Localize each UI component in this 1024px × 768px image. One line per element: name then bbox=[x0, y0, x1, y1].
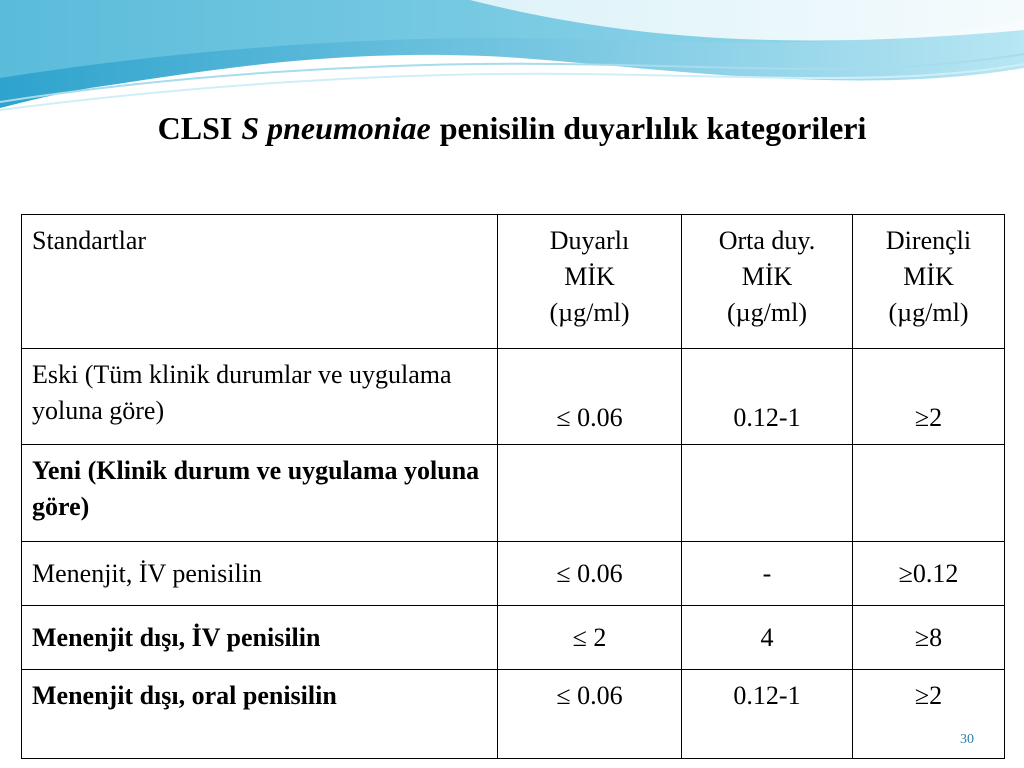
table-row bbox=[22, 670, 1005, 759]
table-row bbox=[22, 445, 1005, 542]
header-resistant bbox=[853, 215, 1005, 349]
header-sensitive-line1: Duyarlı bbox=[549, 226, 630, 255]
header-resistant-line2: MİK bbox=[903, 262, 954, 291]
header-intermediate-line1: Orta duy. bbox=[718, 226, 816, 255]
row-non-meningitis-oral-intermediate: 0.12-1 bbox=[682, 670, 853, 759]
row-meningitis-iv-label: Menenjit, İV penisilin bbox=[22, 542, 498, 606]
page-number: 30 bbox=[960, 732, 974, 747]
title-organism: S pneumoniae bbox=[241, 110, 431, 146]
header-intermediate bbox=[682, 215, 853, 349]
row-non-meningitis-oral-sensitive: ≤ 0.06 bbox=[498, 670, 682, 759]
header-intermediate-line3: (µg/ml) bbox=[727, 298, 807, 327]
title-prefix: CLSI bbox=[157, 110, 233, 146]
row-new-sensitive bbox=[498, 445, 682, 542]
header-standards: Standartlar bbox=[22, 215, 498, 349]
row-new-intermediate bbox=[682, 445, 853, 542]
table-row bbox=[22, 606, 1005, 670]
row-new-label: Yeni (Klinik durum ve uygulama yoluna göre) bbox=[22, 445, 498, 542]
row-non-meningitis-iv-label: Menenjit dışı, İV penisilin bbox=[22, 606, 498, 670]
header-sensitive-line2: MİK bbox=[564, 262, 615, 291]
title-suffix: penisilin duyarlılık kategorileri bbox=[439, 110, 867, 146]
row-old-intermediate: 0.12-1 bbox=[682, 349, 853, 445]
penicillin-breakpoint-table bbox=[21, 214, 1005, 759]
row-meningitis-iv-resistant: ≥0.12 bbox=[853, 542, 1005, 606]
table-row bbox=[22, 542, 1005, 606]
header-resistant-line1: Dirençli bbox=[885, 226, 972, 255]
table-row bbox=[22, 349, 1005, 445]
row-new-resistant bbox=[853, 445, 1005, 542]
header-sensitive-line3: (µg/ml) bbox=[549, 298, 630, 327]
header-intermediate-line2: MİK bbox=[741, 262, 793, 291]
row-old-label: Eski (Tüm klinik durumlar ve uygulama yoluna göre) bbox=[22, 349, 498, 445]
row-non-meningitis-iv-sensitive: ≤ 2 bbox=[498, 606, 682, 670]
header-wave-decoration bbox=[0, 0, 1024, 120]
row-non-meningitis-iv-intermediate: 4 bbox=[682, 606, 853, 670]
table-header-row bbox=[22, 215, 1005, 349]
row-non-meningitis-oral-resistant: ≥2 bbox=[853, 670, 1005, 759]
slide-title bbox=[0, 108, 1024, 148]
header-sensitive bbox=[498, 215, 682, 349]
row-meningitis-iv-intermediate: - bbox=[682, 542, 853, 606]
row-non-meningitis-oral-label: Menenjit dışı, oral penisilin bbox=[22, 670, 498, 759]
header-resistant-line3: (µg/ml) bbox=[888, 298, 969, 327]
row-old-sensitive: ≤ 0.06 bbox=[498, 349, 682, 445]
row-meningitis-iv-sensitive: ≤ 0.06 bbox=[498, 542, 682, 606]
row-non-meningitis-iv-resistant: ≥8 bbox=[853, 606, 1005, 670]
row-old-resistant: ≥2 bbox=[853, 349, 1005, 445]
